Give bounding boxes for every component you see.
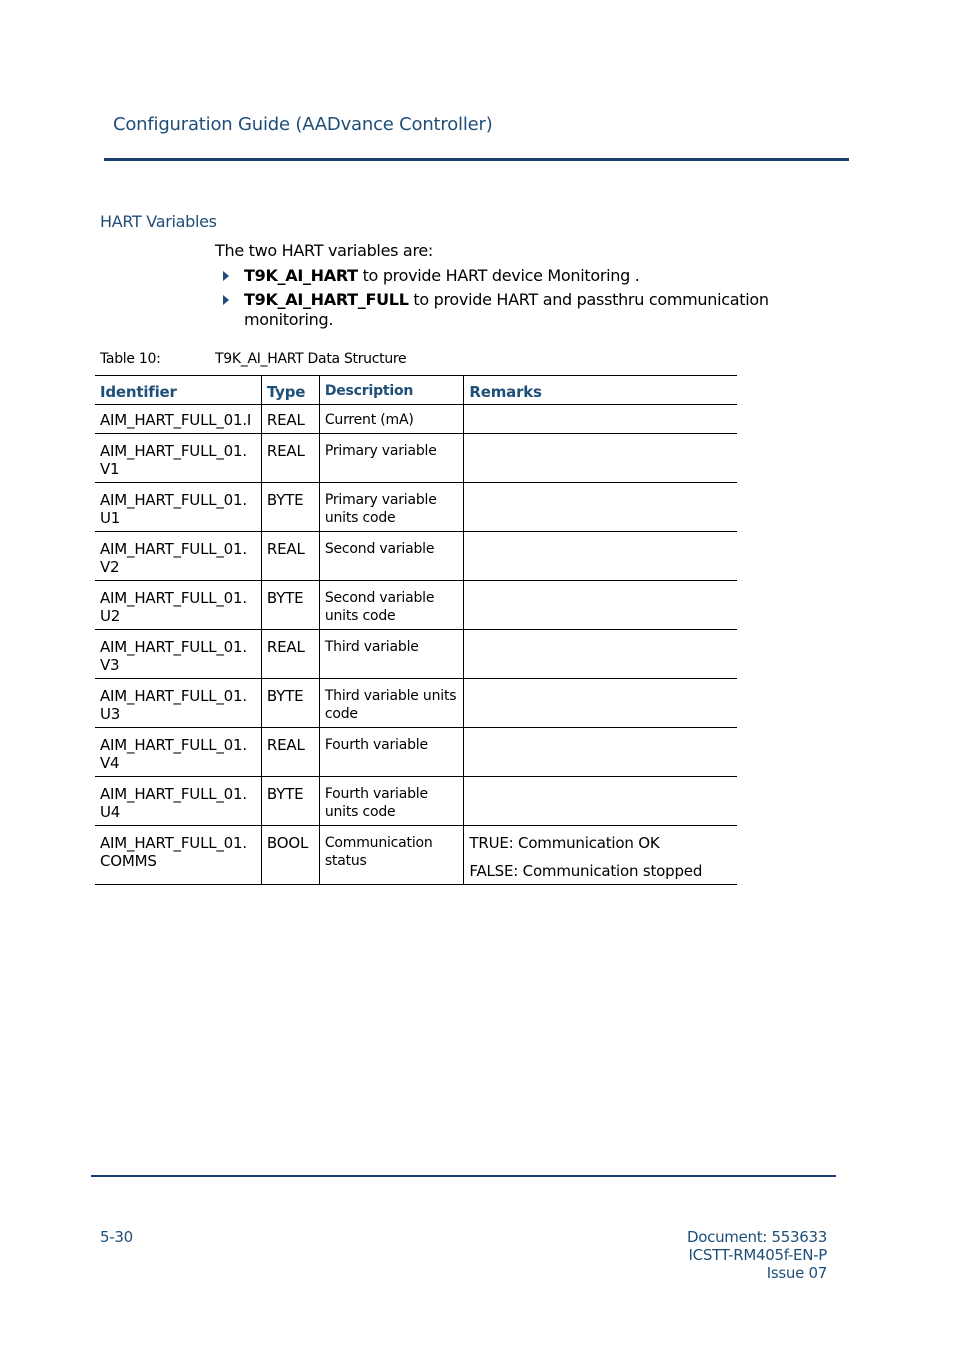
cell-remarks <box>464 728 737 777</box>
cell-identifier <box>95 777 261 826</box>
table-caption-number: Table 10: <box>100 351 161 367</box>
identifier-line: AIM_HART_FULL_01. <box>100 540 247 558</box>
identifier-line: V2 <box>100 558 120 576</box>
cell-type: BYTE <box>261 777 319 826</box>
cell-remarks <box>464 826 737 885</box>
identifier-line: AIM_HART_FULL_01. <box>100 687 247 705</box>
table-row <box>95 434 737 483</box>
cell-remarks <box>464 581 737 630</box>
header-divider <box>104 158 849 161</box>
cell-type: REAL <box>261 630 319 679</box>
identifier-line: U4 <box>100 803 121 821</box>
bullet-arrow-icon <box>223 295 229 305</box>
table-row <box>95 679 737 728</box>
identifier-line: U3 <box>100 705 121 723</box>
cell-description: Fourth variable units code <box>319 777 464 826</box>
table-row <box>95 483 737 532</box>
cell-remarks <box>464 483 737 532</box>
cell-identifier <box>95 483 261 532</box>
cell-description: Primary variable units code <box>319 483 464 532</box>
cell-description: Current (mA) <box>319 405 464 434</box>
bullet-term: T9K_AI_HART <box>244 266 358 285</box>
bullet-item <box>215 290 795 330</box>
remark-line: FALSE: Communication stopped <box>469 862 703 880</box>
document-reference: ICSTT-RM405f-EN-P <box>688 1246 827 1264</box>
bullet-term: T9K_AI_HART_FULL <box>244 290 409 309</box>
intro-text: The two HART variables are: <box>215 241 434 260</box>
identifier-line: AIM_HART_FULL_01. <box>100 442 247 460</box>
cell-description: Second variable units code <box>319 581 464 630</box>
table-row <box>95 826 737 885</box>
data-structure-table <box>95 375 737 885</box>
bullet-text: to provide HART device Monitoring . <box>357 266 640 285</box>
cell-remarks <box>464 434 737 483</box>
bullet-text: to provide HART and passthru communication monitoring. <box>244 290 769 329</box>
table-body <box>95 405 737 885</box>
footer-divider <box>91 1175 836 1177</box>
document-number: Document: 553633 <box>687 1228 827 1246</box>
column-header-type: Type <box>261 376 319 405</box>
identifier-line: V1 <box>100 460 120 478</box>
remark-line: TRUE: Communication OK <box>469 834 660 852</box>
cell-description: Communication status <box>319 826 464 885</box>
cell-identifier <box>95 630 261 679</box>
identifier-line: U2 <box>100 607 121 625</box>
table-header-row <box>95 376 737 405</box>
identifier-line: COMMS <box>100 852 157 870</box>
cell-type: REAL <box>261 728 319 777</box>
cell-type: REAL <box>261 532 319 581</box>
document-info <box>687 1228 827 1282</box>
cell-type: BOOL <box>261 826 319 885</box>
column-header-description: Description <box>319 376 464 405</box>
table-row <box>95 728 737 777</box>
cell-remarks <box>464 679 737 728</box>
identifier-line: AIM_HART_FULL_01. <box>100 589 247 607</box>
identifier-line: AIM_HART_FULL_01. <box>100 638 247 656</box>
table-row <box>95 405 737 434</box>
cell-remarks <box>464 630 737 679</box>
column-header-remarks: Remarks <box>464 376 737 405</box>
identifier-line: V3 <box>100 656 120 674</box>
identifier-line: AIM_HART_FULL_01.I <box>100 411 252 429</box>
cell-description: Primary variable <box>319 434 464 483</box>
cell-identifier <box>95 405 261 434</box>
bullet-item <box>215 266 795 286</box>
bullet-arrow-icon <box>223 271 229 281</box>
cell-description: Third variable units code <box>319 679 464 728</box>
cell-identifier <box>95 581 261 630</box>
table-row <box>95 532 737 581</box>
table-caption-title: T9K_AI_HART Data Structure <box>215 351 407 367</box>
cell-remarks <box>464 405 737 434</box>
cell-identifier <box>95 532 261 581</box>
identifier-line: AIM_HART_FULL_01. <box>100 491 247 509</box>
section-heading: HART Variables <box>100 212 217 231</box>
cell-description: Second variable <box>319 532 464 581</box>
cell-type: BYTE <box>261 581 319 630</box>
table-row <box>95 581 737 630</box>
cell-identifier <box>95 728 261 777</box>
cell-remarks <box>464 532 737 581</box>
cell-description: Fourth variable <box>319 728 464 777</box>
cell-identifier <box>95 434 261 483</box>
cell-type: REAL <box>261 434 319 483</box>
document-issue: Issue 07 <box>766 1264 827 1282</box>
identifier-line: AIM_HART_FULL_01. <box>100 834 247 852</box>
cell-type: BYTE <box>261 679 319 728</box>
cell-type: REAL <box>261 405 319 434</box>
cell-identifier <box>95 679 261 728</box>
table-row <box>95 630 737 679</box>
cell-description: Third variable <box>319 630 464 679</box>
cell-type: BYTE <box>261 483 319 532</box>
page-number: 5-30 <box>100 1228 133 1246</box>
table-row <box>95 777 737 826</box>
identifier-line: AIM_HART_FULL_01. <box>100 785 247 803</box>
page-header-title: Configuration Guide (AADvance Controller) <box>113 114 493 135</box>
bullet-list <box>215 266 795 334</box>
cell-identifier <box>95 826 261 885</box>
cell-remarks <box>464 777 737 826</box>
identifier-line: U1 <box>100 509 121 527</box>
identifier-line: V4 <box>100 754 120 772</box>
identifier-line: AIM_HART_FULL_01. <box>100 736 247 754</box>
column-header-identifier: Identifier <box>95 376 261 405</box>
